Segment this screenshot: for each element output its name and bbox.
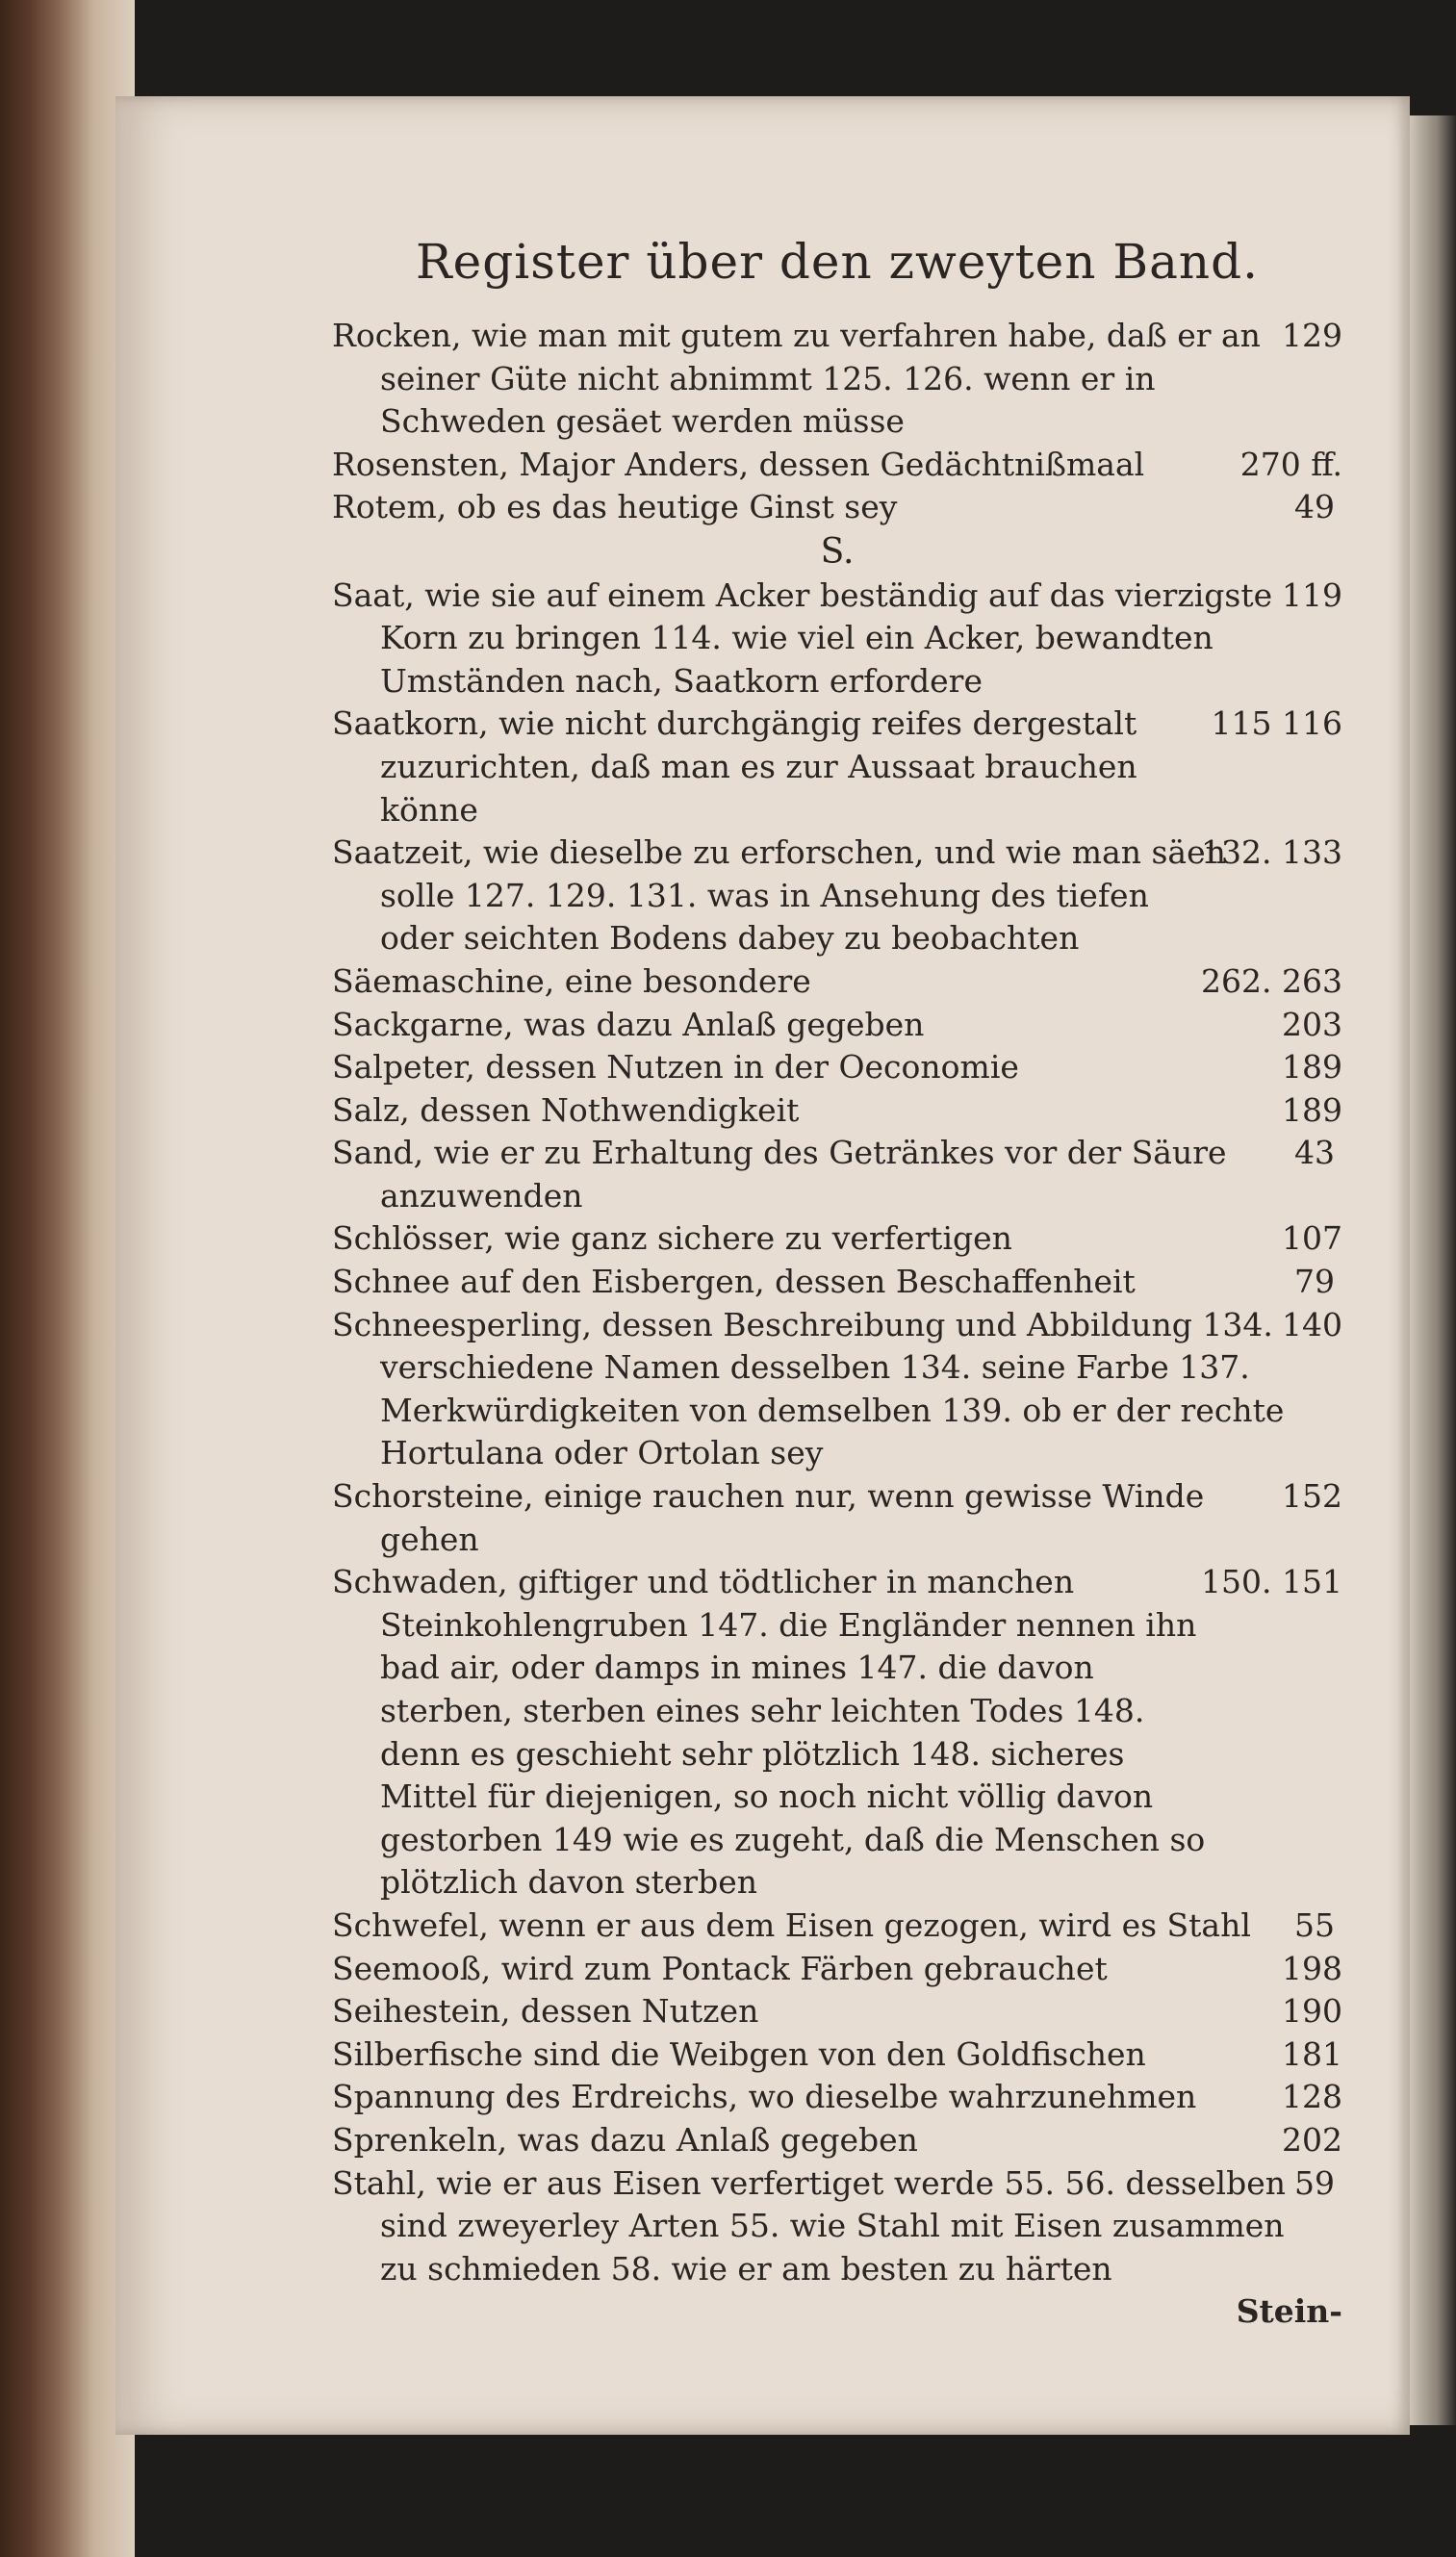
entry-text: Sackgarne, was dazu Anlaß gegeben [332, 1005, 925, 1043]
index-entry [332, 1132, 1342, 1217]
index-entry [332, 2033, 1342, 2077]
index-entry-line [332, 2033, 1342, 2077]
entry-page-ref: 181 [1282, 2034, 1342, 2073]
entry-text: Sand, wie er zu Erhaltung des Getränkes vor der Säure anzuwenden [332, 1134, 1227, 1215]
entry-page-ref: 107 [1282, 1219, 1342, 1258]
index-entry [332, 2076, 1342, 2119]
index-entry [332, 1046, 1342, 1089]
entry-page-ref: 59 [1294, 2163, 1335, 2202]
entry-page-ref: 128 [1282, 2078, 1342, 2116]
index-entry [332, 703, 1342, 831]
entry-page-ref: 262. 263 [1201, 961, 1342, 1000]
index-entry-line [332, 1475, 1342, 1561]
entry-page-ref: 115 116 [1211, 704, 1342, 743]
entry-text: Spannung des Erdreichs, wo dieselbe wahrzunehmen [332, 2078, 1197, 2116]
index-entry [332, 1475, 1342, 1561]
index-entry-line [332, 444, 1342, 487]
entry-page-ref: 189 [1282, 1048, 1342, 1087]
entry-text: Seihestein, dessen Nutzen [332, 1992, 759, 2031]
entry-text: Schwaden, giftiger und tödtlicher in manchen Steinkohlengruben 147. die Engländer nennen ihn bad air, oder damps in mines 147. die davon sterben, sterben eines sehr leichten Todes 148. denn es geschieht sehr plötzlich 148. sicheres Mittel für diejenigen, so noch nicht völlig davon gestorben 149 wie es zugeht, daß die Menschen so plötzlich davon sterben [332, 1563, 1206, 1902]
index-entry-line [332, 1004, 1342, 1047]
index-entry [332, 1004, 1342, 1047]
index-entry [332, 315, 1342, 444]
index-entry-line [332, 1089, 1342, 1133]
entry-page-ref: 129 [1282, 317, 1342, 354]
index-entry [332, 831, 1342, 960]
index-entry [332, 1905, 1342, 1948]
entry-page-ref: 119 [1282, 575, 1342, 614]
entry-page-ref: 270 ff. [1239, 445, 1342, 483]
index-entry-line [332, 1261, 1342, 1304]
entry-text: Saat, wie sie auf einem Acker beständig auf das vierzigste Korn zu bringen 114. wie viel ein Acker, bewandten Umständen nach, Saatkorn erfordere [332, 575, 1273, 700]
entries-s [332, 575, 1342, 2291]
index-entry [332, 2119, 1342, 2162]
entry-text: Rotem, ob es das heutige Ginst sey [332, 488, 898, 526]
index-entry-line [332, 575, 1342, 703]
entry-text: Sprenkeln, was dazu Anlaß gegeben [332, 2120, 918, 2159]
book-edge [0, 0, 135, 2557]
index-entry-line [332, 2076, 1342, 2119]
index-entry-line [332, 831, 1342, 960]
entry-text: Säemaschine, eine besondere [332, 961, 811, 1000]
entry-page-ref: 140 [1282, 1305, 1342, 1343]
index-entry-line [332, 2119, 1342, 2162]
entry-text: Rosensten, Major Anders, dessen Gedächtnißmaal [332, 445, 1145, 483]
entry-page-ref: 79 [1294, 1263, 1335, 1301]
page-right-edge [1410, 115, 1456, 2425]
entry-page-ref: 198 [1282, 1949, 1342, 1987]
index-entry-line [332, 1990, 1342, 2033]
entry-page-ref: 203 [1282, 1005, 1342, 1043]
index-entry [332, 960, 1342, 1004]
index-entry-line [332, 1132, 1342, 1217]
entry-text: Saatkorn, wie nicht durchgängig reifes dergestalt zuzurichten, daß man es zur Aussaat brauchen könne [332, 704, 1137, 829]
index-entry [332, 575, 1342, 703]
entry-page-ref: 55 [1294, 1905, 1335, 1944]
index-entry-line [332, 1948, 1342, 1991]
entry-text: Schorsteine, einige rauchen nur, wenn gewisse Winde gehen [332, 1477, 1205, 1558]
index-entry-line [332, 315, 1342, 444]
index-entry-line [332, 1304, 1342, 1475]
index-entry [332, 1948, 1342, 1991]
index-entry-line [332, 486, 1342, 529]
index-entry-line [332, 703, 1342, 831]
entry-page-ref: 189 [1282, 1090, 1342, 1129]
entries-r [332, 315, 1342, 529]
entry-text: Schlösser, wie ganz sichere zu verfertigen [332, 1219, 1012, 1258]
index-entry [332, 1304, 1342, 1475]
entry-page-ref: 49 [1294, 488, 1335, 526]
index-entry-line [332, 960, 1342, 1004]
index-entry [332, 1261, 1342, 1304]
index-entry-line [332, 1905, 1342, 1948]
index-entry [332, 444, 1342, 487]
index-entry [332, 1089, 1342, 1133]
entry-text: Schnee auf den Eisbergen, dessen Beschaffenheit [332, 1263, 1136, 1301]
entry-text: Salz, dessen Nothwendigkeit [332, 1090, 800, 1129]
entry-page-ref: 152 [1282, 1477, 1342, 1516]
entry-text: Schwefel, wenn er aus dem Eisen gezogen, wird es Stahl [332, 1905, 1251, 1944]
entry-text: Seemooß, wird zum Pontack Färben gebrauchet [332, 1949, 1108, 1987]
index-entry-line [332, 1217, 1342, 1261]
entry-text: Rocken, wie man mit gutem zu verfahren habe, daß er an seiner Güte nicht abnimmt 125. 126. wenn er in Schweden gesäet werden müsse [332, 317, 1261, 441]
index-entry [332, 2162, 1342, 2291]
index-entry [332, 1990, 1342, 2033]
entry-text: Stahl, wie er aus Eisen verfertiget werde 55. 56. desselben sind zweyerley Arten 55. wie Stahl mit Eisen zusammen zu schmieden 58. wie er am besten zu härten [332, 2163, 1286, 2288]
entry-text: Schneesperling, dessen Beschreibung und Abbildung 134. verschiedene Namen desselben 134. seine Farbe 137. Merkwürdigkeiten von demselben 139. ob er der rechte Hortulana oder Ortolan sey [332, 1305, 1285, 1472]
index-entry-line [332, 1046, 1342, 1089]
index-entry [332, 1217, 1342, 1261]
index-entry-line [332, 1561, 1342, 1905]
entry-page-ref: 202 [1282, 2120, 1342, 2159]
section-heading-s: S. [820, 531, 855, 572]
entry-text: Salpeter, dessen Nutzen in der Oeconomie [332, 1048, 1019, 1087]
entry-text: Saatzeit, wie dieselbe zu erforschen, und wie man säen solle 127. 129. 131. was in Ansehung des tiefen oder seichten Bodens dabey zu beobachten [332, 833, 1226, 958]
entry-page-ref: 150. 151 [1201, 1563, 1342, 1601]
entry-page-ref: 132. 133 [1201, 833, 1342, 872]
entry-text: Silberfische sind die Weibgen von den Goldfischen [332, 2034, 1146, 2073]
page-title: Register über den zweyten Band. [415, 234, 1260, 290]
catchword: Stein- [1236, 2292, 1342, 2331]
index-entries [332, 315, 1342, 2334]
index-entry [332, 1561, 1342, 1905]
index-entry-line [332, 2162, 1342, 2291]
index-entry [332, 486, 1342, 529]
entry-page-ref: 43 [1294, 1134, 1335, 1172]
entry-page-ref: 190 [1282, 1992, 1342, 2031]
